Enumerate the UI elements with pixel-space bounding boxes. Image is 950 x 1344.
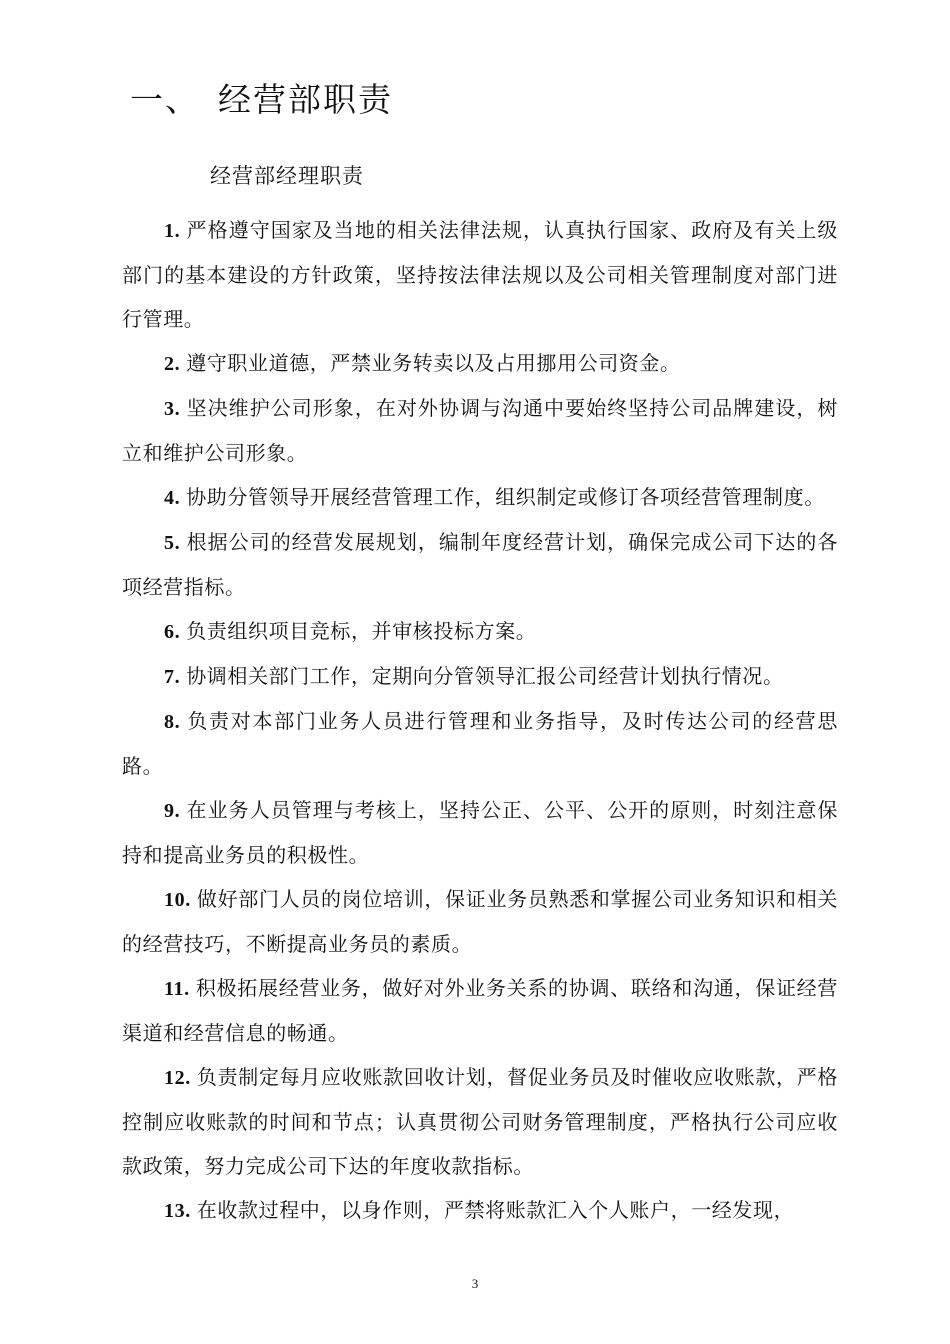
item-number: 13.	[164, 1200, 191, 1222]
item-number: 1.	[164, 220, 181, 242]
item-text: 协助分管领导开展经营管理工作，组织制定或修订各项经营管理制度。	[186, 485, 825, 509]
item-text: 根据公司的经营发展规划，编制年度经营计划，确保完成公司下达的各项经营指标。	[122, 530, 838, 599]
list-item	[122, 788, 838, 877]
list-item	[122, 699, 838, 788]
item-number: 6.	[164, 621, 181, 643]
section-heading	[130, 74, 393, 121]
item-text: 积极拓展经营业务，做好对外业务关系的协调、联络和沟通，保证经营渠道和经营信息的畅通。	[122, 976, 838, 1045]
list-item	[122, 966, 838, 1055]
list-item	[122, 475, 838, 520]
list-item	[122, 386, 838, 475]
item-number: 7.	[164, 666, 181, 688]
list-item	[122, 877, 838, 966]
item-text: 遵守职业道德，严禁业务转卖以及占用挪用公司资金。	[186, 351, 681, 375]
item-text: 在业务人员管理与考核上，坚持公正、公平、公开的原则，时刻注意保持和提高业务员的积极性。	[122, 798, 838, 867]
item-number: 5.	[164, 532, 181, 554]
item-number: 4.	[164, 487, 181, 509]
section-heading-text: 经营部职责	[218, 80, 393, 119]
list-item	[122, 1055, 838, 1188]
list-item	[122, 208, 838, 341]
item-text: 负责对本部门业务人员进行管理和业务指导，及时传达公司的经营思路。	[122, 709, 838, 778]
item-number: 2.	[164, 353, 181, 375]
item-text: 负责组织项目竞标，并审核投标方案。	[186, 619, 537, 643]
list-item	[122, 654, 838, 699]
item-number: 8.	[164, 711, 181, 733]
list-item	[122, 341, 838, 386]
item-number: 10.	[164, 889, 191, 911]
section-heading-number: 一、	[130, 80, 200, 119]
list-item	[122, 609, 838, 654]
list-item	[122, 520, 838, 609]
list-item	[122, 1188, 838, 1233]
item-number: 11.	[164, 978, 190, 1000]
item-number: 3.	[164, 398, 181, 420]
item-text: 做好部门人员的岗位培训，保证业务员熟悉和掌握公司业务知识和相关的经营技巧，不断提高业务员的素质。	[122, 887, 838, 956]
item-text: 协调相关部门工作，定期向分管领导汇报公司经营计划执行情况。	[186, 664, 784, 688]
item-text: 负责制定每月应收账款回收计划，督促业务员及时催收应收账款，严格控制应收账款的时间和节点；认真贯彻公司财务管理制度，严格执行公司应收款政策，努力完成公司下达的年度收款指标。	[122, 1065, 838, 1178]
subsection-heading: 经营部经理职责	[210, 164, 364, 188]
item-text: 在收款过程中，以身作则，严禁将账款汇入个人账户，一经发现，	[196, 1198, 795, 1222]
page-number: 3	[471, 1276, 479, 1291]
item-text: 严格遵守国家及当地的相关法律法规，认真执行国家、政府及有关上级部门的基本建设的方针政策，坚持按法律法规以及公司相关管理制度对部门进行管理。	[122, 218, 838, 331]
item-number: 9.	[164, 800, 181, 822]
item-number: 12.	[164, 1067, 191, 1089]
item-text: 坚决维护公司形象，在对外协调与沟通中要始终坚持公司品牌建设，树立和维护公司形象。	[122, 396, 838, 465]
duty-list	[122, 208, 838, 1233]
